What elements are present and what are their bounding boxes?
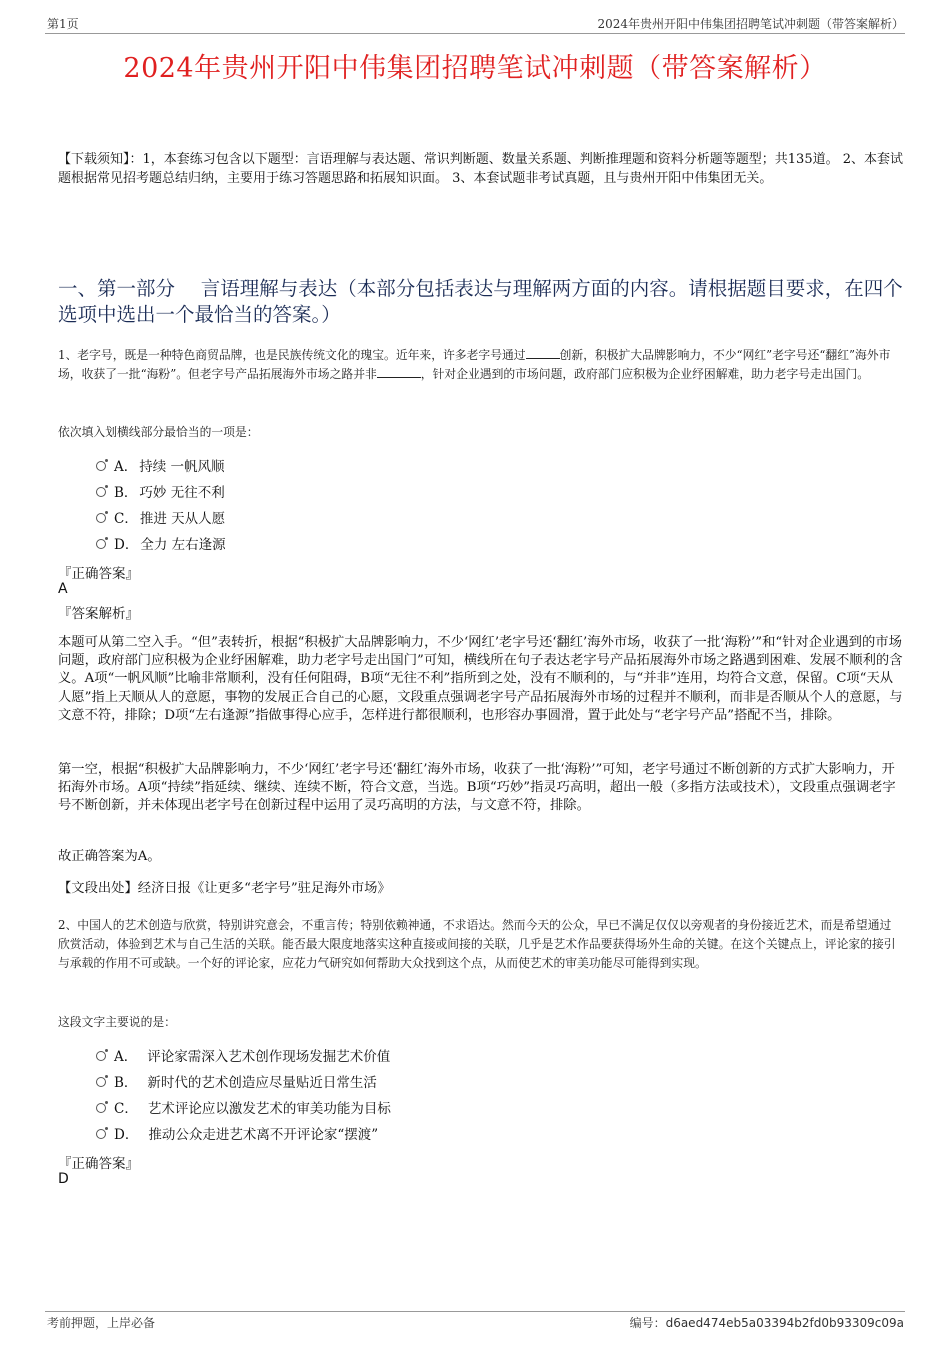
- option-letter: A．: [114, 459, 138, 475]
- radio-icon[interactable]: [96, 1077, 106, 1087]
- option-text: 全力 左右逢源: [140, 537, 226, 553]
- option-letter: C．: [114, 1101, 138, 1117]
- question-1-text-part1: 1、老字号，既是一种特色商贸品牌，也是民族传统文化的瑰宝。近年来，许多老字号通过: [58, 348, 526, 362]
- option-text: 巧妙 无往不利: [139, 485, 225, 501]
- question-1-option-b[interactable]: [96, 481, 225, 501]
- correct-answer-label: 『正确答案』: [58, 566, 139, 582]
- option-letter: B．: [114, 1075, 138, 1091]
- question-1-text-part3: ，针对企业遇到的市场问题，政府部门应积极为企业纾困解难，助力老字号走出国门。: [420, 367, 870, 381]
- answer-analysis-label: 『答案解析』: [58, 606, 139, 622]
- correct-answer-label: 『正确答案』: [58, 1156, 139, 1172]
- page-number: 第1页: [47, 17, 79, 31]
- header-doc-title: 2024年贵州开阳中伟集团招聘笔试冲刺题（带答案解析）: [597, 17, 904, 31]
- option-letter: C．: [114, 511, 138, 527]
- question-2-option-c[interactable]: [96, 1097, 391, 1117]
- radio-icon[interactable]: [96, 539, 106, 549]
- option-letter: D．: [114, 1127, 139, 1143]
- option-text: 推进 天从人愿: [139, 511, 226, 527]
- footer-doc-code: [630, 1314, 904, 1331]
- question-2-text: 2、中国人的艺术创造与欣赏，特别讲究意会，不重言传；特别依赖神通，不求语达。然而今天的公众，早已不满足仅仅以旁观者的身份接近艺术，而是希望通过欣赏活动，体验到艺术与自己生活的关联。能否最大限度地落实这种直接或间接的关联，几乎是艺术作品要获得场外生命的关键。在这个关键点上，评论家的接引与承载的作用不可或缺。一个好的评论家，应花力气研究如何帮助大众找到这个点，从而使艺术的审美功能尽可能得到实现。: [58, 918, 896, 970]
- question-2-option-d[interactable]: [96, 1123, 378, 1143]
- question-1-text-part2: 创新，积极扩大品牌影响力，不少“网红”老字号还“翻红”海外市场，收获了一批“海粉”。但老字号产品拓展海外市场之路并非: [58, 348, 891, 381]
- correct-answer-value: A: [58, 581, 68, 597]
- question-1-text: [58, 346, 903, 384]
- radio-icon[interactable]: [96, 1051, 106, 1061]
- header-rule: [45, 33, 905, 34]
- option-text: 推动公众走进艺术离不开评论家“摆渡”: [148, 1127, 379, 1143]
- radio-icon[interactable]: [96, 461, 106, 471]
- footer-code-value: d6aed474eb5a03394b2fd0b93309c09a: [665, 1316, 904, 1330]
- download-notice: 【下载须知】：1，本套练习包含以下题型：言语理解与表达题、常识判断题、数量关系题、判断推理题和资料分析题等题型；共135道。 2、本套试题根据常见招考题总结归纳，主要用于练习答题思路和拓展知识面。 3、本套试题非考试真题，且与贵州开阳中伟集团无关。: [58, 152, 903, 186]
- question-1-option-d[interactable]: [96, 533, 226, 553]
- option-text: 持续 一帆风顺: [139, 459, 225, 475]
- question-2-prompt: 这段文字主要说的是：: [58, 1015, 176, 1029]
- radio-icon[interactable]: [96, 1103, 106, 1113]
- option-text: 评论家需深入艺术创作现场发掘艺术价值: [147, 1049, 391, 1065]
- footer-slogan: 考前押题，上岸必备: [47, 1316, 156, 1330]
- option-letter: B．: [114, 485, 138, 501]
- radio-icon[interactable]: [96, 1129, 106, 1139]
- page-title: 2024年贵州开阳中伟集团招聘笔试冲刺题（带答案解析）: [123, 53, 827, 84]
- option-text: 艺术评论应以激发艺术的审美功能为目标: [147, 1101, 391, 1117]
- correct-answer-value: D: [58, 1171, 69, 1187]
- fill-blank-1: [526, 347, 560, 359]
- option-text: 新时代的艺术创造应尽量贴近日常生活: [147, 1075, 377, 1091]
- fill-blank-2: [377, 366, 421, 378]
- analysis-paragraph-2: 第一空，根据“积极扩大品牌影响力，不少‘网红’老字号还‘翻红’海外市场，收获了一批‘海粉’”可知，老字号通过不断创新的方式扩大影响力，开拓海外市场。A项“持续”指延续、继续、连续不断，符合文意，当选。B项“巧妙”指灵巧高明，超出一般（多指方法或技术），文段重点强调老字号不断创新，并未体现出老字号在创新过程中运用了灵巧高明的方法，与文意不符，排除。: [58, 762, 896, 814]
- footer-code-label: 编号：: [629, 1316, 666, 1330]
- question-1-prompt: 依次填入划横线部分最恰当的一项是：: [58, 425, 259, 439]
- question-2-option-a[interactable]: [96, 1045, 390, 1065]
- passage-source: 【文段出处】经济日报《让更多“老字号”驻足海外市场》: [58, 881, 391, 896]
- analysis-conclusion: 故正确答案为A。: [58, 849, 161, 864]
- analysis-paragraph-1: 本题可从第二空入手。“但”表转折，根据“积极扩大品牌影响力，不少‘网红’老字号还‘翻红’海外市场，收获了一批‘海粉’”和“针对企业遇到的市场问题，政府部门应积极为企业纾困解难，助力老字号走出国门”可知，横线所在句子表达老字号产品拓展海外市场之路遇到困难、发展不顺利的含义。A项“一帆风顺”比喻非常顺利，没有任何阻碍，B项“无往不利”指所到之处，没有不顺利的，与“并非”连用，均符合文意，保留。C项“天从人愿”指上天顺从人的意愿，事物的发展正合自己的心愿，文段重点强调老字号产品拓展海外市场的过程并不顺利，而非是否顺从个人的意愿，与文意不符，排除；D项“左右逢源”指做事得心应手，怎样进行都很顺利，也形容办事圆滑，置于此处与“老字号产品”搭配不当，排除。: [58, 635, 903, 723]
- option-letter: D．: [114, 537, 139, 553]
- radio-icon[interactable]: [96, 487, 106, 497]
- question-2-option-b[interactable]: [96, 1071, 377, 1091]
- section-heading: 一、第一部分 言语理解与表达（本部分包括表达与理解两方面的内容。请根据题目要求，在四个选项中选出一个最恰当的答案。）: [58, 277, 903, 326]
- option-letter: A．: [114, 1049, 138, 1065]
- question-1-option-c[interactable]: [96, 507, 225, 527]
- footer-rule: [45, 1311, 905, 1312]
- question-1-option-a[interactable]: [96, 455, 225, 475]
- radio-icon[interactable]: [96, 513, 106, 523]
